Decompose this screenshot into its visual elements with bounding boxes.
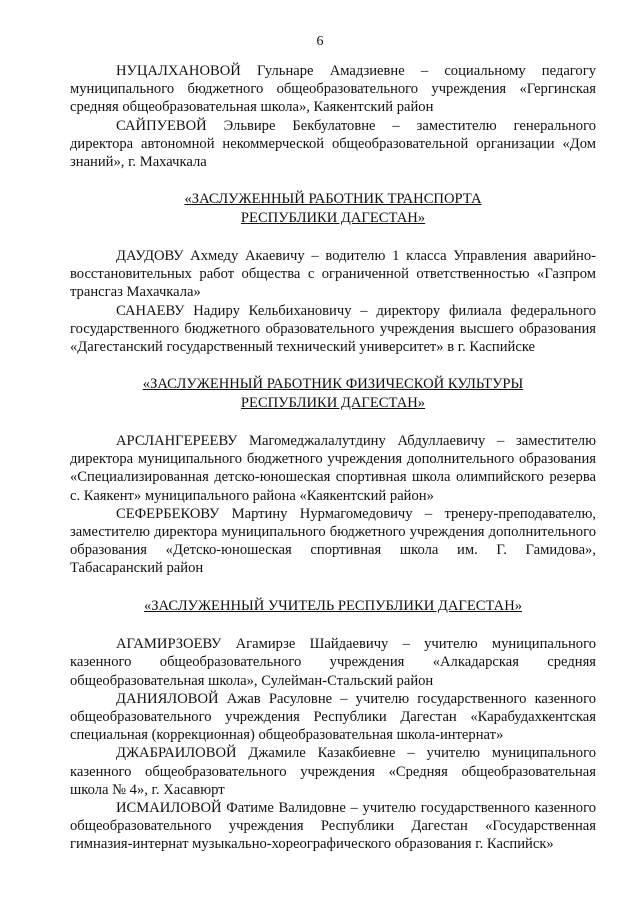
award-entry: ИСМАИЛОВОЙ Фатиме Валидовне – учителю государственного казенного общеобразовательного учреждения Республики Дагестан «Государственная гимназия-интернат музыкально-хореографического образования г. Каспийск» xyxy=(70,799,596,853)
page-content xyxy=(70,62,596,854)
award-entry: АРСЛАНГЕРЕЕВУ Магомеджалалутдину Абдуллаевичу – заместителю директора муниципального бюджетного учреждения дополнительного образования «Специализированная детско-юношеская спортивная школа олимпийского резерва с. Каякент» муниципального района «Каякентский район» xyxy=(70,433,596,504)
award-entry: АГАМИРЗОЕВУ Агамирзе Шайдаевичу – учителю муниципального казенного общеобразовательного учреждения «Алкадарская средняя общеобразовательная школа», Сулейман-Стальский район xyxy=(70,636,596,689)
award-entry: САНАЕВУ Надиру Кельбихановичу – директору филиала федерального государственного бюджетного образовательного учреждения высшего образования «Дагестанский государственный технический университет» в г. Каспийске xyxy=(70,302,596,356)
section-heading-transport xyxy=(70,190,596,227)
section-heading-line: «ЗАСЛУЖЕННЫЙ РАБОТНИК ФИЗИЧЕСКОЙ КУЛЬТУРЫ xyxy=(142,376,524,393)
page-number: 6 xyxy=(316,34,324,49)
section-heading-physical-culture xyxy=(70,375,596,412)
award-entry: ДЖАБРАИЛОВОЙ Джамиле Казакбиевне – учителю муниципального казенного общеобразовательного учреждения «Средняя общеобразовательная школа № 4», г. Хасавюрт xyxy=(70,745,596,798)
section-heading-line: «ЗАСЛУЖЕННЫЙ УЧИТЕЛЬ РЕСПУБЛИКИ ДАГЕСТАН» xyxy=(143,597,523,614)
award-entry: НУЦАЛХАНОВОЙ Гульнаре Амадзиевне – социальному педагогу муниципального бюджетного общеобразовательного учреждения «Гергинская средняя общеобразовательная школа», Каякентский район xyxy=(70,63,596,116)
award-entry: СЕФЕРБЕКОВУ Мартину Нурмагомедовичу – тренеру-преподавателю, заместителю директора муниципального бюджетного учреждения дополнительного образования «Детско-юношеская спортивная школа им. Г. Гамидова», Табасаранский район xyxy=(70,505,596,577)
award-entry: ДАУДОВУ Ахмеду Акаевичу – водителю 1 класса Управления аварийно-восстановительных работ общества с ограниченной ответственностью «Газпром трансгаз Махачкала» xyxy=(70,248,596,301)
section-heading-line: РЕСПУБЛИКИ ДАГЕСТАН» xyxy=(240,209,426,226)
award-entry: САЙПУЕВОЙ Эльвире Бекбулатовне – заместителю генерального директора автономной некоммерческой общеобразовательной организации «Дом знаний», г. Махачкала xyxy=(70,117,596,171)
section-heading-line: «ЗАСЛУЖЕННЫЙ РАБОТНИК ТРАНСПОРТА xyxy=(184,191,482,208)
section-heading-line: РЕСПУБЛИКИ ДАГЕСТАН» xyxy=(240,394,426,411)
section-heading-teacher xyxy=(70,597,596,615)
award-entry: ДАНИЯЛОВОЙ Ажав Расуловне – учителю государственного казенного общеобразовательного учреждения Республики Дагестан «Карабудахкентская специальная (коррекционная) общеобразовательная школа-интернат» xyxy=(70,690,596,744)
